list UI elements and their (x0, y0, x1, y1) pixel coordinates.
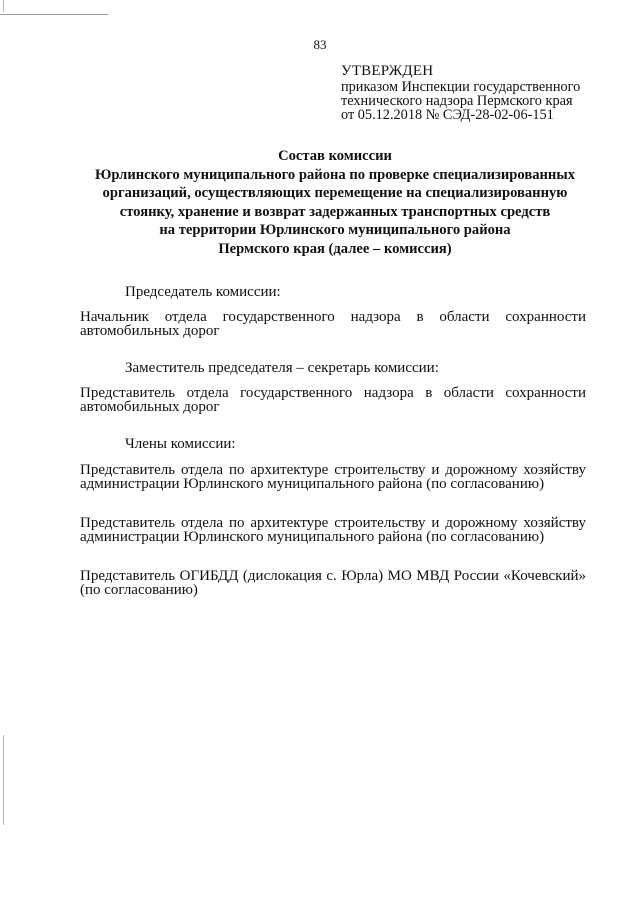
title-line-2: Юрлинского муниципального района по проверке специализированных (94, 166, 576, 183)
approval-line-3: от 05.12.2018 № СЭД-28-02-06-151 (341, 107, 554, 123)
member-2-line-2: администрации Юрлинского муниципального района (по согласованию) (80, 529, 545, 545)
members-heading: Члены комиссии: (125, 436, 236, 452)
approval-heading: УТВЕРЖДЕН (341, 63, 434, 79)
deputy-line-1: Представитель отдела государственного надзора в области сохранности (80, 385, 586, 401)
chairman-description (80, 310, 586, 338)
deputy-line-2: автомобильных дорог (80, 399, 220, 415)
scan-edge-line-top (0, 14, 108, 15)
title-line-1: Состав комиссии (278, 148, 392, 164)
title-line-6: Пермского края (далее – комиссия) (218, 240, 452, 257)
chairman-line-1: Начальник отдела государственного надзора в области сохранности (80, 309, 586, 325)
deputy-heading: Заместитель председателя – секретарь комиссии: (125, 360, 439, 376)
member-1-line-2: администрации Юрлинского муниципального района (по согласованию) (80, 476, 545, 492)
title-line-3: организаций, осуществляющих перемещение на специализированную (102, 185, 568, 201)
member-1-description (80, 463, 586, 491)
member-3-description (80, 569, 586, 597)
scan-edge-line-left-top (3, 0, 4, 12)
deputy-description (80, 386, 586, 414)
member-2-description (80, 516, 586, 544)
approval-line-2: технического надзора Пермского края (341, 93, 573, 109)
member-3-line-1: Представитель ОГИБДД (дислокация с. Юрла) МО МВД России «Кочевский» (80, 568, 586, 584)
document-title (70, 147, 600, 258)
approval-block (341, 63, 631, 122)
chairman-line-2: автомобильных дорог (80, 323, 220, 339)
approval-line-1: приказом Инспекции государственного (341, 79, 581, 95)
scan-edge-line-left-bottom (3, 735, 4, 825)
title-line-4: стоянку, хранение и возврат задержанных транспортных средств (119, 203, 551, 220)
member-1-line-1: Представитель отдела по архитектуре строительству и дорожному хозяйству (80, 462, 586, 478)
member-2-line-1: Представитель отдела по архитектуре строительству и дорожному хозяйству (80, 515, 586, 531)
title-line-5: на территории Юрлинского муниципального района (159, 222, 511, 238)
page-number: 83 (313, 37, 327, 52)
member-3-line-2: (по согласованию) (80, 582, 198, 598)
chairman-heading: Председатель комиссии: (125, 284, 281, 300)
